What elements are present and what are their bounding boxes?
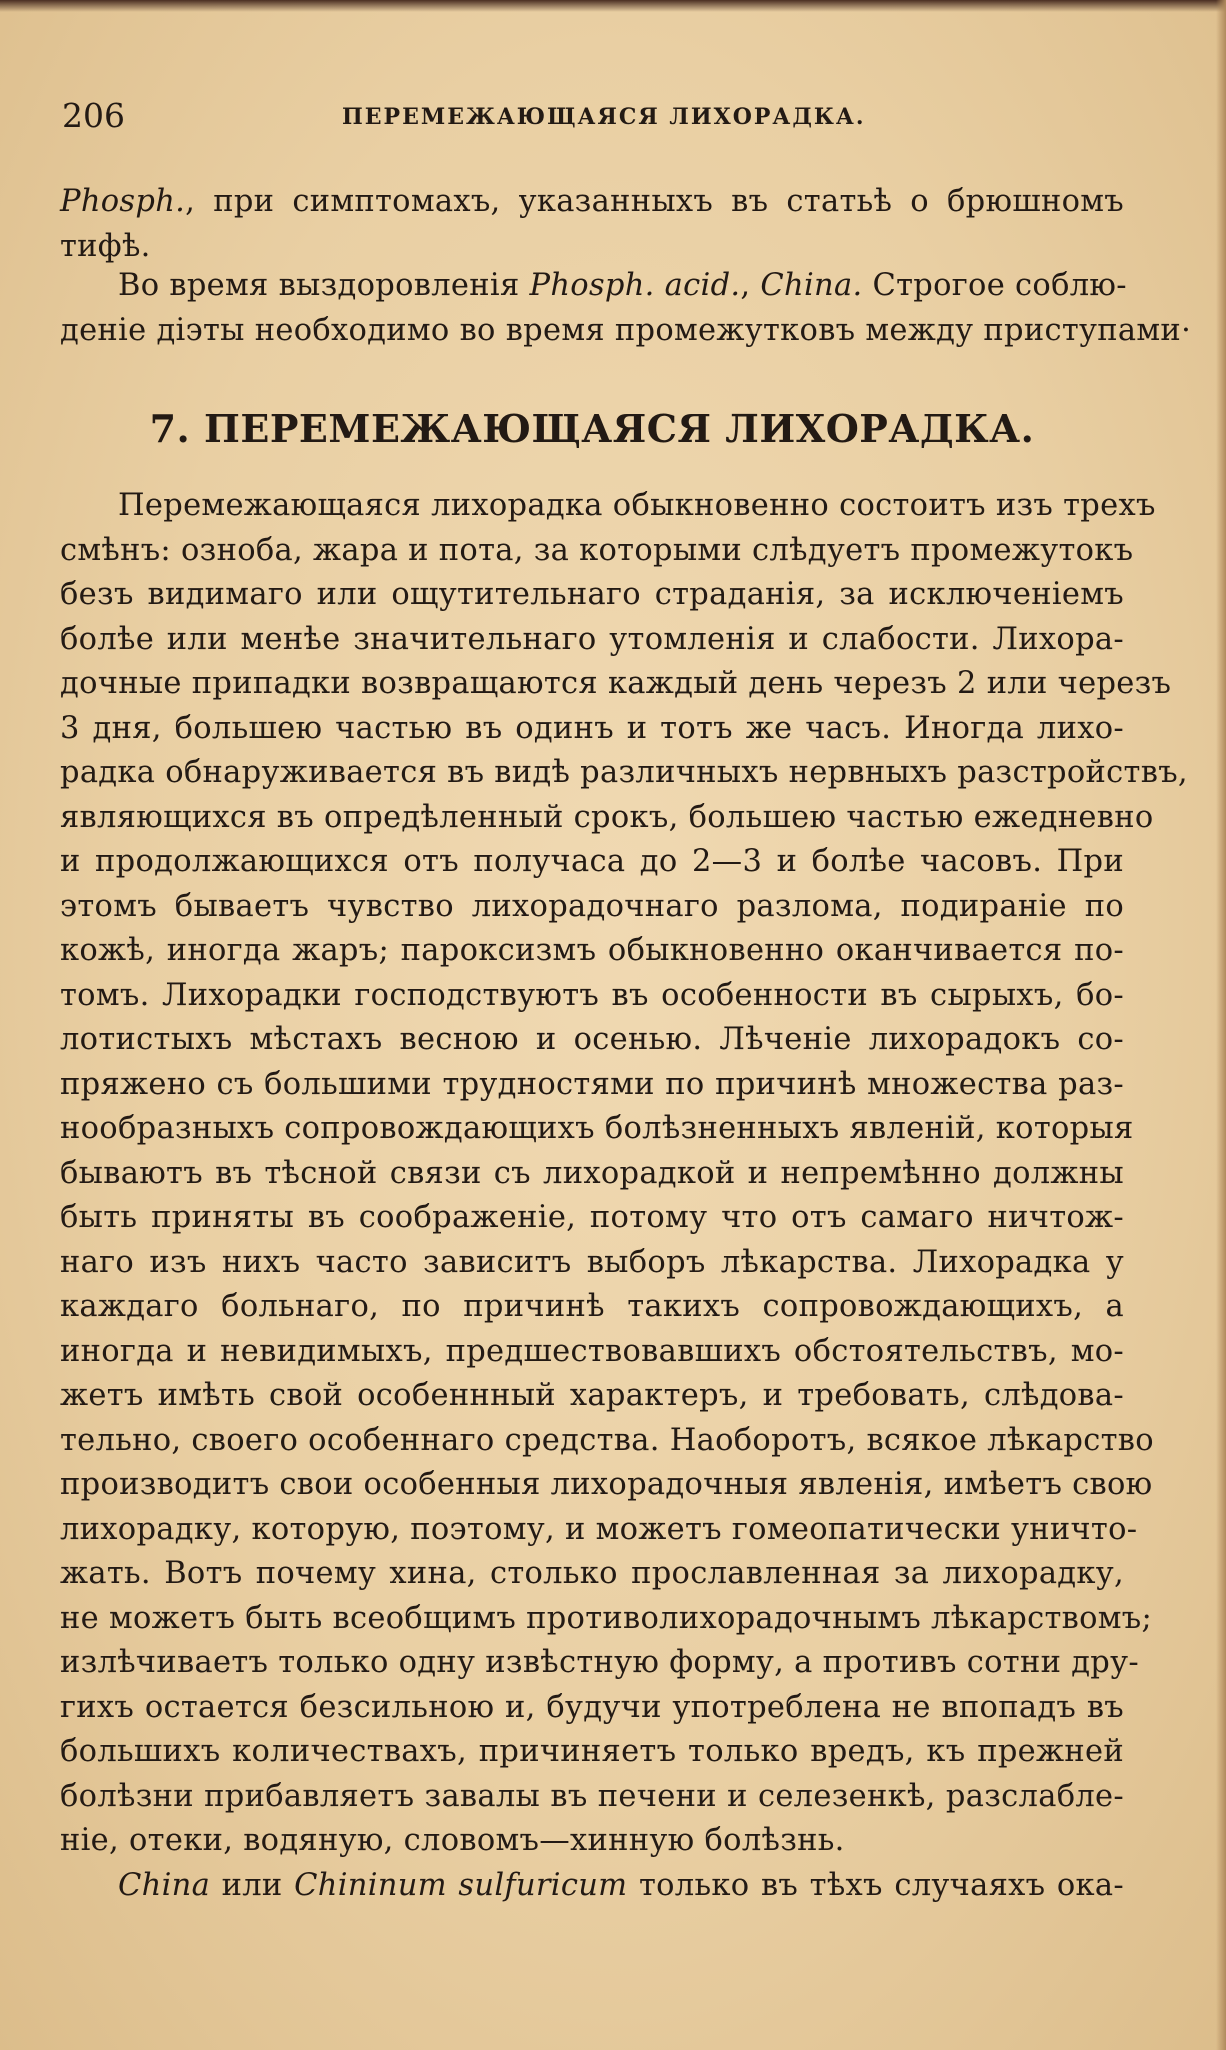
body-line	[60, 1552, 1124, 1597]
body-line	[60, 974, 1124, 1019]
section-title: 7. ПЕРЕМЕЖАЮЩАЯСЯ ЛИХОРАДКА.	[149, 406, 1035, 451]
text-run: тифѣ.	[60, 228, 151, 264]
text-run: или	[210, 1867, 295, 1903]
text-run: радка обнаруживается въ видѣ различныхъ нервныхъ разстройствъ,	[60, 755, 1188, 790]
body-line	[60, 618, 1124, 663]
body-paragraph	[60, 484, 1188, 1908]
text-run: лихорадку, которую, поэтому, и можетъ гомеопатически уничто-	[60, 1511, 1138, 1547]
text-run: кожѣ, иногда жаръ; пароксизмъ обыкновенно оканчивается по-	[60, 933, 1124, 968]
body-line	[60, 1508, 1138, 1553]
body-line	[60, 1107, 1134, 1152]
text-run: производитъ свои особенныя лихорадочныя явленія, имѣетъ свою	[60, 1467, 1153, 1502]
text-run: Во время выздоровленія	[118, 268, 530, 303]
body-line	[60, 1196, 1124, 1241]
body-line	[60, 1819, 1124, 1864]
text-run: смѣнъ: озноба, жара и пота, за которыми слѣдуетъ промежутокъ	[60, 532, 1134, 568]
body-line	[60, 662, 1172, 707]
body-line	[60, 1686, 1124, 1731]
page-number: 206	[62, 96, 125, 135]
intro-p2-line	[60, 264, 1127, 309]
intro-p1-line	[60, 225, 1124, 270]
text-run: лотистыхъ мѣстахъ весною и осенью. Лѣченіе лихорадокъ со-	[60, 1022, 1124, 1057]
text-run: бываютъ въ тѣсной связи съ лихорадкой и непремѣнно должны	[60, 1155, 1124, 1191]
body-line	[60, 796, 1154, 841]
text-run: ніе, отеки, водяную, словомъ—хинную болѣзнь.	[60, 1823, 845, 1858]
body-line	[60, 1775, 1124, 1820]
text-run: Строгое соблю-	[862, 268, 1127, 303]
intro-paragraph-2	[60, 264, 1192, 353]
text-run: дочные припадки возвращаются каждый день черезъ 2 или черезъ	[60, 666, 1172, 701]
text-run: пряжено съ большими трудностями по причинѣ множества раз-	[60, 1066, 1124, 1102]
text-run: безъ видимаго или ощутительнаго страданія, за исключеніемъ	[60, 577, 1124, 612]
text-run: только въ тѣхъ случаяхъ ока-	[627, 1867, 1124, 1903]
body-line	[60, 573, 1124, 618]
body-line	[60, 1152, 1124, 1197]
text-run: являющихся въ опредѣленный срокъ, большею частью ежедневно	[60, 799, 1154, 835]
body-line	[60, 885, 1124, 930]
text-run: болѣзни прибавляетъ завалы въ печени и селезенкѣ, разслабле-	[60, 1778, 1124, 1814]
body-line	[60, 1730, 1124, 1775]
text-run: Перемежающаяся лихорадка обыкновенно состоитъ изъ трехъ	[118, 488, 1156, 523]
body-line	[60, 840, 1124, 885]
body-line	[60, 707, 1124, 752]
italic-term: China.	[760, 268, 863, 303]
text-run: каждаго больнаго, по причинѣ такихъ сопровождающихъ, а	[60, 1289, 1124, 1324]
text-run: жать. Вотъ почему хина, столько прославленная за лихорадку,	[60, 1556, 1124, 1591]
body-line	[60, 1597, 1153, 1642]
text-run: деніе діэты необходимо во время промежутковъ между приступами·	[60, 312, 1192, 348]
page-top-shadow	[0, 0, 1226, 12]
italic-term: Phosph.	[60, 184, 186, 219]
text-run: , при симптомахъ, указанныхъ въ статьѣ о брюшномъ	[185, 184, 1124, 219]
body-line	[60, 1285, 1124, 1330]
body-line	[60, 1641, 1139, 1686]
text-run: быть приняты въ соображеніе, потому что отъ самаго ничтож-	[60, 1200, 1124, 1235]
text-run: ,	[740, 268, 761, 303]
body-line	[60, 1374, 1124, 1419]
text-run: этомъ бываетъ чувство лихорадочнаго разлома, подираніе по	[60, 888, 1124, 924]
intro-p2-line	[60, 309, 1192, 354]
text-run: жетъ имѣть свой особеннный характеръ, и требовать, слѣдова-	[60, 1378, 1124, 1413]
text-run: наго изъ нихъ часто зависитъ выборъ лѣкарства. Лихорадка у	[60, 1244, 1124, 1280]
running-title: ПЕРЕМЕЖАЮЩАЯСЯ ЛИХОРАДКА.	[342, 104, 866, 130]
running-head	[62, 96, 1134, 140]
text-run: 3 дня, большею частью въ одинъ и тотъ же часъ. Иногда лихо-	[60, 710, 1124, 746]
body-line	[60, 1018, 1124, 1063]
body-line	[60, 529, 1134, 574]
italic-term: Phosph. acid.	[529, 268, 741, 303]
body-line	[60, 1419, 1154, 1464]
text-run: излѣчиваетъ только одну извѣстную форму, а противъ сотни дру-	[60, 1645, 1139, 1680]
body-line	[60, 1864, 1124, 1909]
text-run: болѣе или менѣе значительнаго утомленія и слабости. Лихора-	[60, 621, 1124, 657]
text-run: иногда и невидимыхъ, предшествовавшихъ обстоятельствъ, мо-	[60, 1333, 1124, 1369]
text-run: большихъ количествахъ, причиняетъ только вредъ, къ прежней	[60, 1734, 1124, 1769]
body-line	[60, 484, 1156, 529]
text-run: тельно, своего особеннаго средства. Наоборотъ, всякое лѣкарство	[60, 1422, 1154, 1458]
intro-paragraph-1	[60, 180, 1124, 269]
text-run: томъ. Лихорадки господствуютъ въ особенности въ сырыхъ, бо-	[60, 977, 1124, 1013]
intro-p1-line	[60, 180, 1124, 225]
body-line	[60, 751, 1188, 796]
text-run: и продолжающихся отъ получаса до 2—3 и болѣе часовъ. При	[60, 844, 1124, 879]
text-run: нообразныхъ сопровождающихъ болѣзненныхъ явленій, которыя	[60, 1111, 1134, 1146]
body-line	[60, 1330, 1124, 1375]
italic-term: China	[118, 1867, 211, 1903]
text-run: гихъ остается безсильною и, будучи употреблена не впопадъ въ	[60, 1689, 1124, 1725]
body-line	[60, 929, 1124, 974]
page-right-shadow	[1216, 0, 1226, 2050]
body-line	[60, 1241, 1124, 1286]
body-line	[60, 1463, 1153, 1508]
body-line	[60, 1063, 1124, 1108]
text-run: не можетъ быть всеобщимъ противолихорадочнымъ лѣкарствомъ;	[60, 1600, 1153, 1636]
italic-term: Chininum sulfuricum	[294, 1867, 628, 1903]
